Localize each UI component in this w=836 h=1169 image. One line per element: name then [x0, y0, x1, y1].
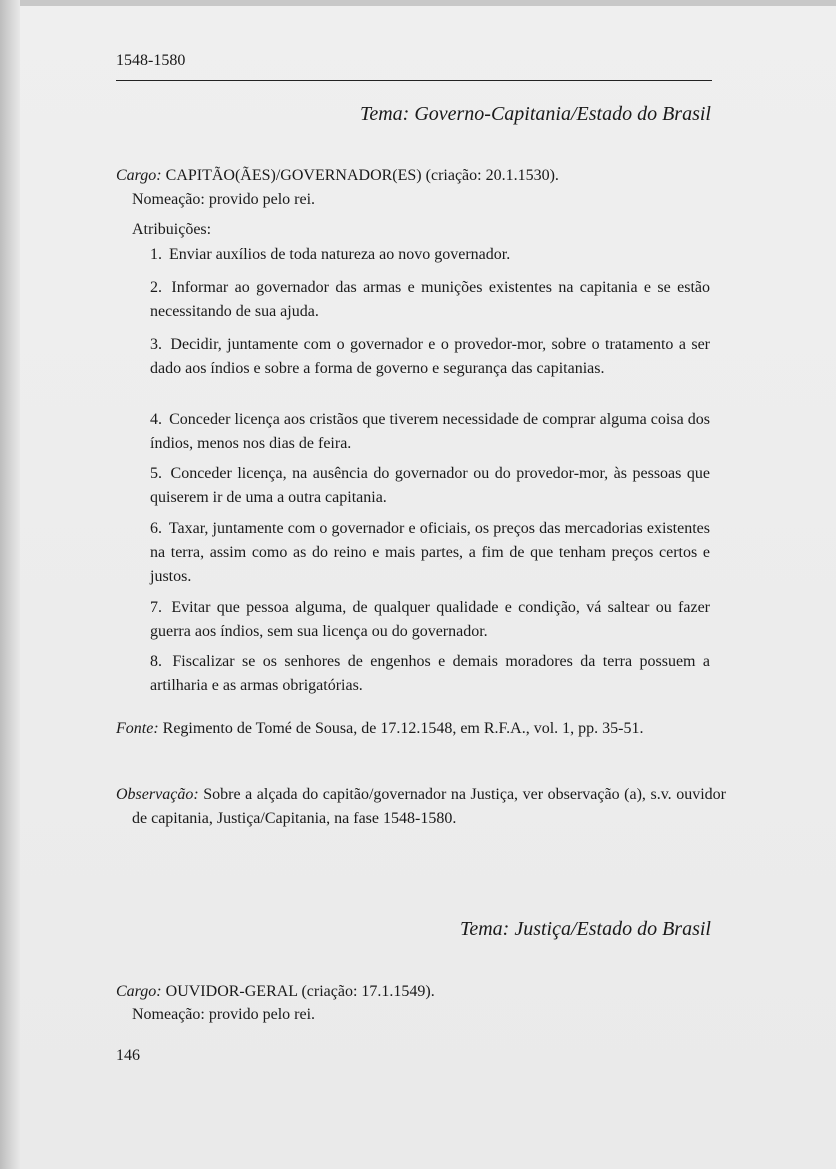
section2-tema	[460, 918, 711, 941]
attribution-item-5	[150, 462, 710, 510]
page-top-edge	[0, 0, 836, 6]
section1-tema	[360, 103, 711, 126]
item-number: 4.	[150, 411, 162, 428]
item-text: Evitar que pessoa alguma, de qualquer qualidade e condição, vá saltear ou fazer guerra aos índios, sem sua licença ou do governador.	[150, 599, 711, 640]
item-number: 8.	[150, 653, 162, 670]
item-number: 1.	[150, 246, 162, 263]
tema-label: Tema:	[460, 918, 510, 940]
page-binding-edge	[0, 0, 20, 1169]
page-number: 146	[116, 1047, 140, 1064]
tema-value: Justiça/Estado do Brasil	[514, 918, 711, 940]
section1-nomeacao: Nomeação: provido pelo rei.	[132, 191, 316, 208]
item-text: Taxar, juntamente com o governador e oficiais, os preços das mercadorias existentes na terra, assim como as do reino e mais partes, a fim de que tenham preços certos e justos.	[150, 520, 710, 585]
fonte-value: Regimento de Tomé de Sousa, de 17.12.1548, em R.F.A., vol. 1, pp. 35-51.	[162, 720, 644, 737]
attribution-item-1	[150, 243, 710, 267]
section2-cargo	[116, 983, 435, 1001]
running-header-range: 1548-1580	[116, 52, 186, 69]
observacao-note	[116, 783, 726, 831]
item-text: Decidir, juntamente com o governador e o provedor-mor, sobre o tratamento a ser dado aos índios e sobre a forma de governo e segurança das capitanias.	[150, 336, 711, 377]
item-number: 6.	[150, 520, 162, 537]
section2-nomeacao: Nomeação: provido pelo rei.	[132, 1006, 316, 1023]
tema-value: Governo-Capitania/Estado do Brasil	[414, 103, 711, 125]
attribution-item-6	[150, 517, 710, 589]
section1-atribuicoes-heading: Atribuições:	[132, 221, 212, 238]
section1-cargo	[116, 167, 559, 185]
observacao-value: Sobre a alçada do capitão/governador na Justiça, ver observação (a), s.v. ouvidor de capitania, Justiça/Capitania, na fase 1548-1580.	[132, 786, 727, 827]
item-number: 7.	[150, 599, 162, 616]
item-text: Conceder licença aos cristãos que tiverem necessidade de comprar alguma coisa dos índios, menos nos dias de feira.	[150, 411, 711, 452]
cargo-value: CAPITÃO(ÃES)/GOVERNADOR(ES) (criação: 20.1.1530).	[165, 167, 559, 184]
observacao-label: Observação:	[116, 786, 199, 803]
item-number: 2.	[150, 279, 162, 296]
cargo-label: Cargo:	[116, 983, 162, 1000]
fonte-citation	[116, 717, 726, 741]
attribution-item-2	[150, 276, 710, 324]
attribution-item-4	[150, 408, 710, 456]
item-number: 5.	[150, 465, 162, 482]
cargo-label: Cargo:	[116, 167, 162, 184]
tema-label: Tema:	[360, 103, 410, 125]
attribution-item-7	[150, 596, 710, 644]
cargo-value: OUVIDOR-GERAL (criação: 17.1.1549).	[165, 983, 435, 1000]
fonte-label: Fonte:	[116, 720, 159, 737]
item-text: Informar ao governador das armas e munições existentes na capitania e se estão necessitando de sua ajuda.	[150, 279, 711, 320]
item-number: 3.	[150, 336, 162, 353]
item-text: Enviar auxílios de toda natureza ao novo governador.	[169, 246, 511, 263]
item-text: Fiscalizar se os senhores de engenhos e demais moradores da terra possuem a artilharia e as armas obrigatórias.	[150, 653, 710, 694]
attribution-item-8	[150, 650, 710, 698]
item-text: Conceder licença, na ausência do governador ou do provedor-mor, às pessoas que quiserem ir de uma a outra capitania.	[150, 465, 710, 506]
header-rule	[116, 80, 712, 81]
attribution-item-3	[150, 333, 710, 381]
